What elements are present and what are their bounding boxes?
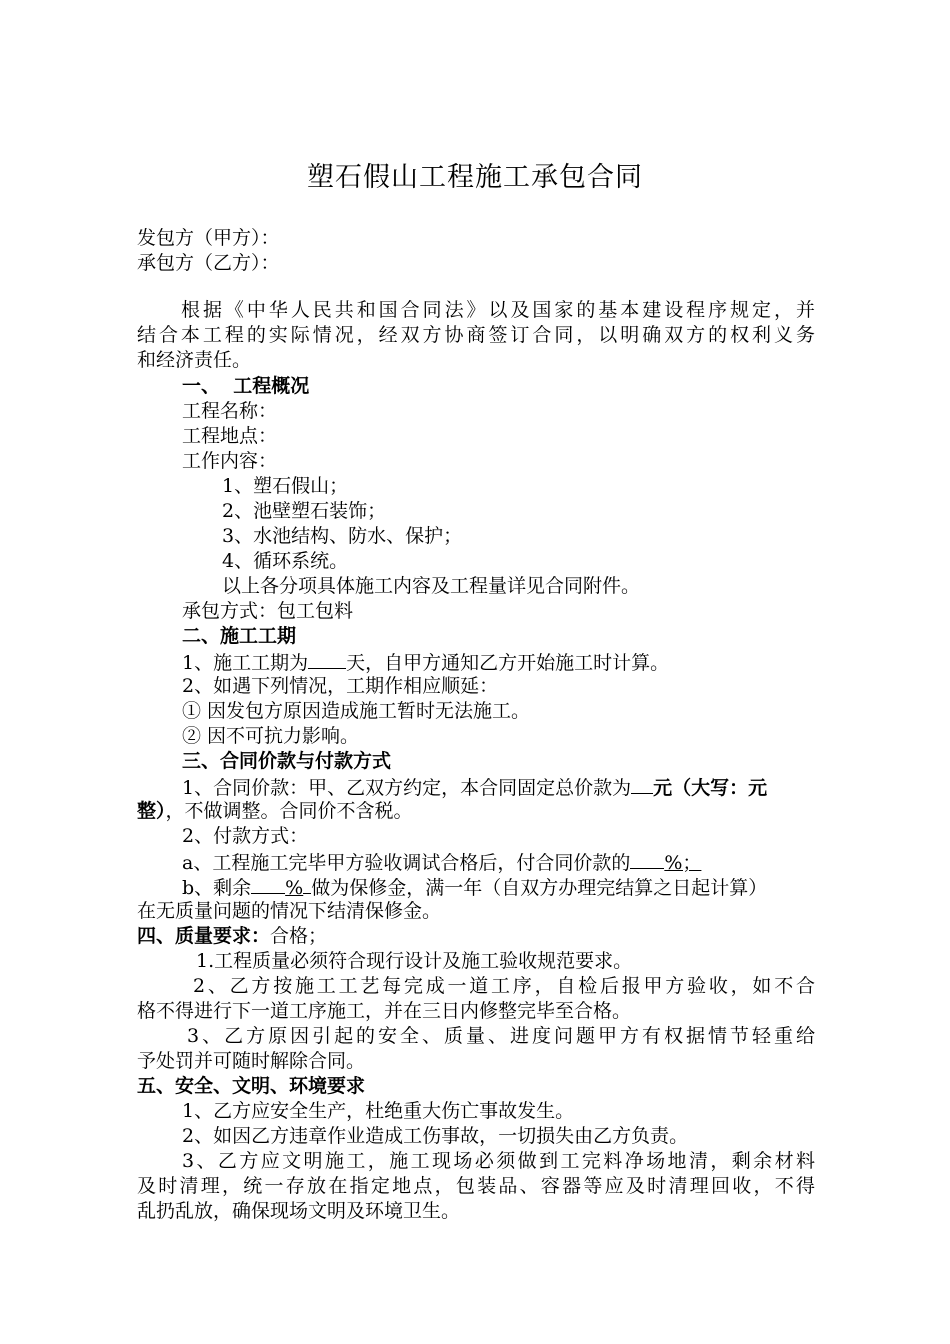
safety-item-3-line-3: 乱扔乱放，确保现场文明及环境卫生。 [137,1200,461,1222]
work-item: 4、循环系统。 [222,550,349,572]
extension-case-2: ② 因不可抗力影响。 [182,725,360,747]
payment-item-a [182,849,701,875]
section-5-heading: 五、安全、文明、环境要求 [137,1075,366,1097]
duration-clause [182,649,669,675]
safety-item-2: 2、如因乙方违章作业造成工伤事故，一切损失由乙方负责。 [182,1125,689,1147]
payment-method-label: 2、付款方式： [182,825,309,847]
payment-b-text-c: 做为保修金，满一年（自双方办理完结算之日起计算） [311,877,768,899]
work-note: 以上各分项具体施工内容及工程量详见合同附件。 [222,575,641,597]
work-content-label: 工作内容： [182,450,278,472]
quality-item-2-line-1: 2、乙方按施工工艺每完成一道工序，自检后报甲方验收，如不合 [193,975,815,997]
safety-item-3-line-2: 及时清理，统一存放在指定地点，包装品、容器等应及时清理回收，不得 [137,1175,815,1197]
contract-mode: 承包方式：包工包料 [182,600,354,622]
price-text-b: 元（大写：元 [653,777,768,799]
section-4-heading-tail: 合格； [270,925,328,947]
payment-b-blank [251,874,285,894]
safety-item-1: 1、乙方应安全生产，杜绝重大伤亡事故发生。 [182,1100,575,1122]
price-clause-line-1 [182,774,767,800]
price-text-c: 整） [137,800,166,822]
safety-item-3-line-1: 3、乙方应文明施工，施工现场必须做到工完料净场地清，剩余材料 [182,1150,815,1172]
quality-item-1: 1.工程质量必须符合现行设计及施工验收规范要求。 [196,950,633,972]
payment-b-percent: % [285,877,304,899]
extension-case-1: ① 因发包方原因造成施工暂时无法施工。 [182,700,531,722]
price-text-a: 1、合同价款：甲、乙双方约定，本合同固定总价款为 [182,777,632,799]
project-location-label: 工程地点： [182,425,278,447]
quality-item-3-line-2: 予处罚并可随时解除合同。 [137,1050,366,1072]
payment-item-b [182,874,767,900]
intro-line-1: 根据《中华人民共和国合同法》以及国家的基本建设程序规定，并 [181,299,815,321]
payment-b-text-a: b、剩余 [182,877,252,899]
work-item: 1、塑石假山； [222,475,349,497]
payment-item-b-line-2: 在无质量问题的情况下结清保修金。 [137,900,442,922]
party-a-label: 发包方（甲方）： [137,227,280,249]
payment-a-text: a、工程施工完毕甲方验收调试合格后，付合同价款的 [182,852,631,874]
section-1-heading: 一、 工程概况 [182,375,310,397]
project-name-label: 工程名称： [182,400,278,422]
price-text-d: ，不做调整。合同价不含税。 [165,800,413,822]
work-item: 3、水池结构、防水、保护； [222,525,463,547]
extension-clause: 2、如遇下列情况，工期作相应顺延： [182,675,499,697]
work-item: 2、池壁塑石装饰； [222,500,387,522]
section-4-heading-line [137,924,327,948]
intro-line-3: 和经济责任。 [137,349,252,371]
quality-item-2-line-2: 格不得进行下一道工序施工，并在三日内修整完毕至合格。 [137,1000,632,1022]
section-4-heading: 四、质量要求： [137,925,271,947]
document-title: 塑石假山工程施工承包合同 [307,162,643,193]
quality-item-3-line-1: 3、乙方原因引起的安全、质量、进度问题甲方有权据情节轻重给 [187,1025,815,1047]
intro-line-2: 结合本工程的实际情况，经双方协商签订合同，以明确双方的权利义务 [137,324,815,346]
section-2-heading: 二、施工工期 [182,625,297,647]
duration-text-b: 天，自甲方通知乙方开始施工时计算。 [346,652,670,674]
price-clause-line-2 [137,799,413,823]
payment-a-percent: %； [664,852,702,874]
duration-text-a: 1、施工工期为 [182,652,309,674]
party-b-label: 承包方（乙方）： [137,252,280,274]
payment-a-blank [630,849,664,869]
duration-blank [308,649,346,669]
section-3-heading: 三、合同价款与付款方式 [182,750,392,772]
price-blank [631,774,653,794]
